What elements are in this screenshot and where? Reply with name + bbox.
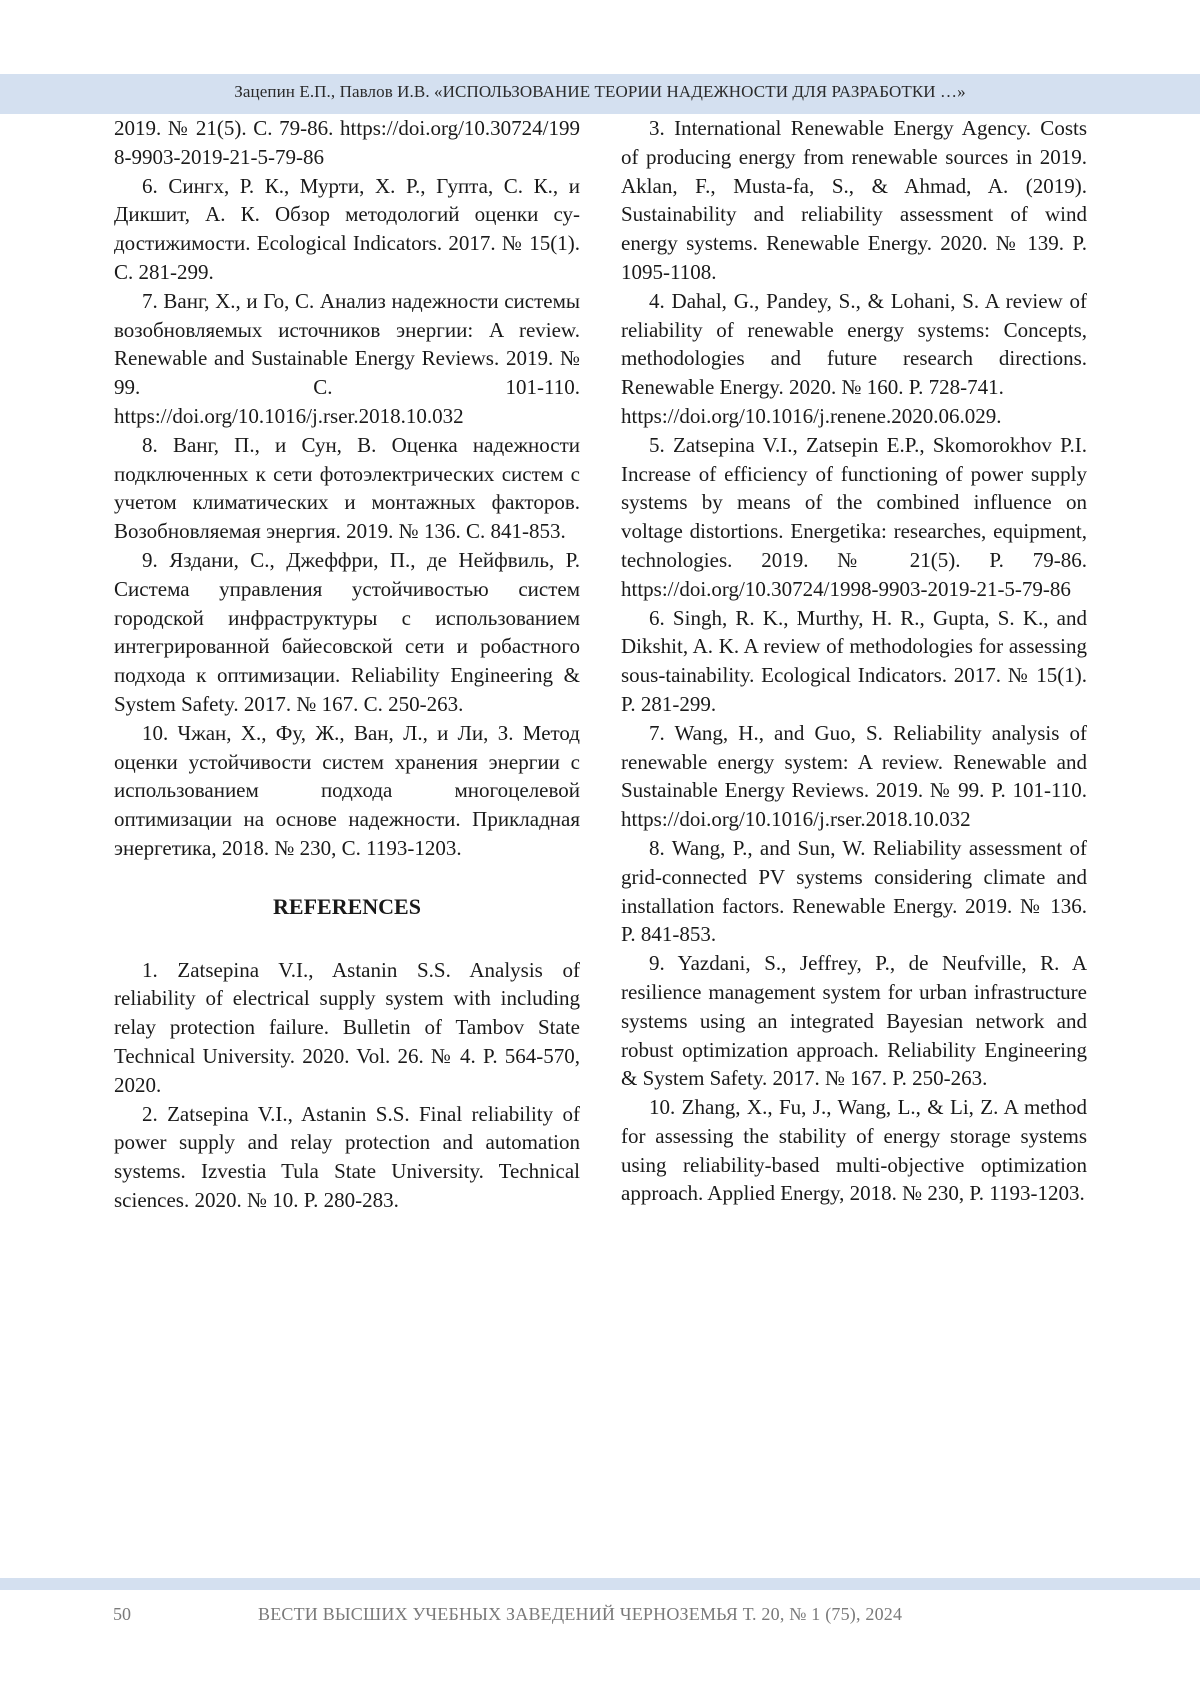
ru-ref-8: 8. Ванг, П., и Сун, В. Оценка надежности подключенных к сети фотоэлектрических систем с учетом климатических и монтажных факторов. Возобновляемая энергия. 2019. № 136. С. 841-853.: [114, 432, 580, 544]
running-title: Зацепин Е.П., Павлов И.В. «ИСПОЛЬЗОВАНИЕ ТЕОРИИ НАДЕЖНОСТИ ДЛЯ РАЗРАБОТКИ …»: [234, 82, 966, 101]
en-ref-4-url: https://doi.org/10.1016/j.renene.2020.06.029.: [621, 403, 1002, 428]
ru-ref-10: 10. Чжан, Х., Фу, Ж., Ван, Л., и Ли, З. Метод оценки устойчивости систем хранения энергии с использованием подхода многоцелевой оптимизации на основе надежности. Прикладная энергетика, 2018. № 230, С. 1193-1203.: [114, 720, 580, 860]
footer-band: [0, 1578, 1200, 1590]
en-ref-5: 5. Zatsepina V.I., Zatsepin E.P., Skomorokhov P.I. Increase of efficiency of functioning of power supply systems by means of the combined influence on voltage distortions. Energetika: researches, equipment, technologies. 2019. № 21(5). P. 79-86. https://doi.org/10.30724/1998-9903-2019-21-5-79-86: [621, 432, 1087, 601]
en-ref-8: 8. Wang, P., and Sun, W. Reliability assessment of grid-connected PV systems considering climate and installation factors. Renewable Energy. 2019. № 136. P. 841-853.: [621, 835, 1087, 947]
en-ref-7: 7. Wang, H., and Guo, S. Reliability analysis of renewable energy system: A review. Renewable and Sustainable Energy Reviews. 2019. № 99. P. 101-110. https://doi.org/10.1016/j.rser.2018.10.032: [621, 720, 1087, 832]
page-number: 50: [113, 1604, 131, 1624]
left-column: [114, 114, 580, 1215]
en-ref-4: 4. Dahal, G., Pandey, S., & Lohani, S. A review of reliability of renewable energy systems: Concepts, methodologies and future research directions. Renewable Energy. 2020. № 160. P. 728-741.: [621, 288, 1087, 400]
en-ref-2: 2. Zatsepina V.I., Astanin S.S. Final reliability of power supply and relay protection and automation systems. Izvestia Tula State University. Technical sciences. 2020. № 10. P. 280-283.: [114, 1101, 580, 1212]
references-heading: REFERENCES: [273, 893, 421, 919]
right-column: [621, 114, 1087, 1208]
en-ref-3: 3. International Renewable Energy Agency. Costs of producing energy from renewable sources in 2019. Aklan, F., Musta-fa, S., & Ahmad, A. (2019). Sustainability and reliability assessment of wind energy systems. Renewable Energy. 2020. № 139. P. 1095-1108.: [621, 116, 1087, 284]
ru-ref-9: 9. Яздани, С., Джеффри, П., де Нейфвиль, Р. Система управления устойчивостью систем городской инфраструктуры с использованием интегрированной байесовской сети и робастного подхода к оптимизации. Reliability Engineering & System Safety. 2017. № 167. С. 250-263.: [114, 547, 580, 716]
ru-ref-7: 7. Ванг, Х., и Го, С. Анализ надежности системы возобновляемых источников энергии: A review. Renewable and Sustainable Energy Reviews. 2019. № 99. С. 101-110. https://doi.org/10.1016/j.rser.2018.10.032: [114, 288, 580, 428]
journal-footer: ВЕСТИ ВЫСШИХ УЧЕБНЫХ ЗАВЕДЕНИЙ ЧЕРНОЗЕМЬЯ Т. 20, № 1 (75), 2024: [258, 1604, 903, 1624]
ru-ref-6: 6. Сингх, Р. К., Мурти, Х. Р., Гупта, С. К., и Дикшит, А. К. Обзор методологий оценки су-достижимости. Ecological Indicators. 2017. № 15(1). С. 281-299.: [114, 173, 580, 284]
en-ref-9: 9. Yazdani, S., Jeffrey, P., de Neufville, R. A resilience management system for urban infrastructure systems using an integrated Bayesian network and robust optimization approach. Reliability Engineering & System Safety. 2017. № 167. P. 250-263.: [621, 951, 1087, 1091]
en-ref-6: 6. Singh, R. K., Murthy, H. R., Gupta, S. K., and Dikshit, A. K. A review of methodologies for assessing sous-tainability. Ecological Indicators. 2017. № 15(1). P. 281-299.: [621, 605, 1087, 716]
en-ref-10: 10. Zhang, X., Fu, J., Wang, L., & Li, Z. A method for assessing the stability of energy storage systems using reliability-based multi-objective optimization approach. Applied Energy, 2018. № 230, P. 1193-1203.: [621, 1095, 1087, 1206]
en-ref-1: 1. Zatsepina V.I., Astanin S.S. Analysis of reliability of electrical supply system with including relay protection failure. Bulletin of Tambov State Technical University. 2020. Vol. 26. № 4. P. 564-570, 2020.: [114, 957, 580, 1097]
ref-continuation: 2019. № 21(5). С. 79-86. https://doi.org/10.30724/1998-9903-2019-21-5-79-86: [114, 116, 580, 169]
